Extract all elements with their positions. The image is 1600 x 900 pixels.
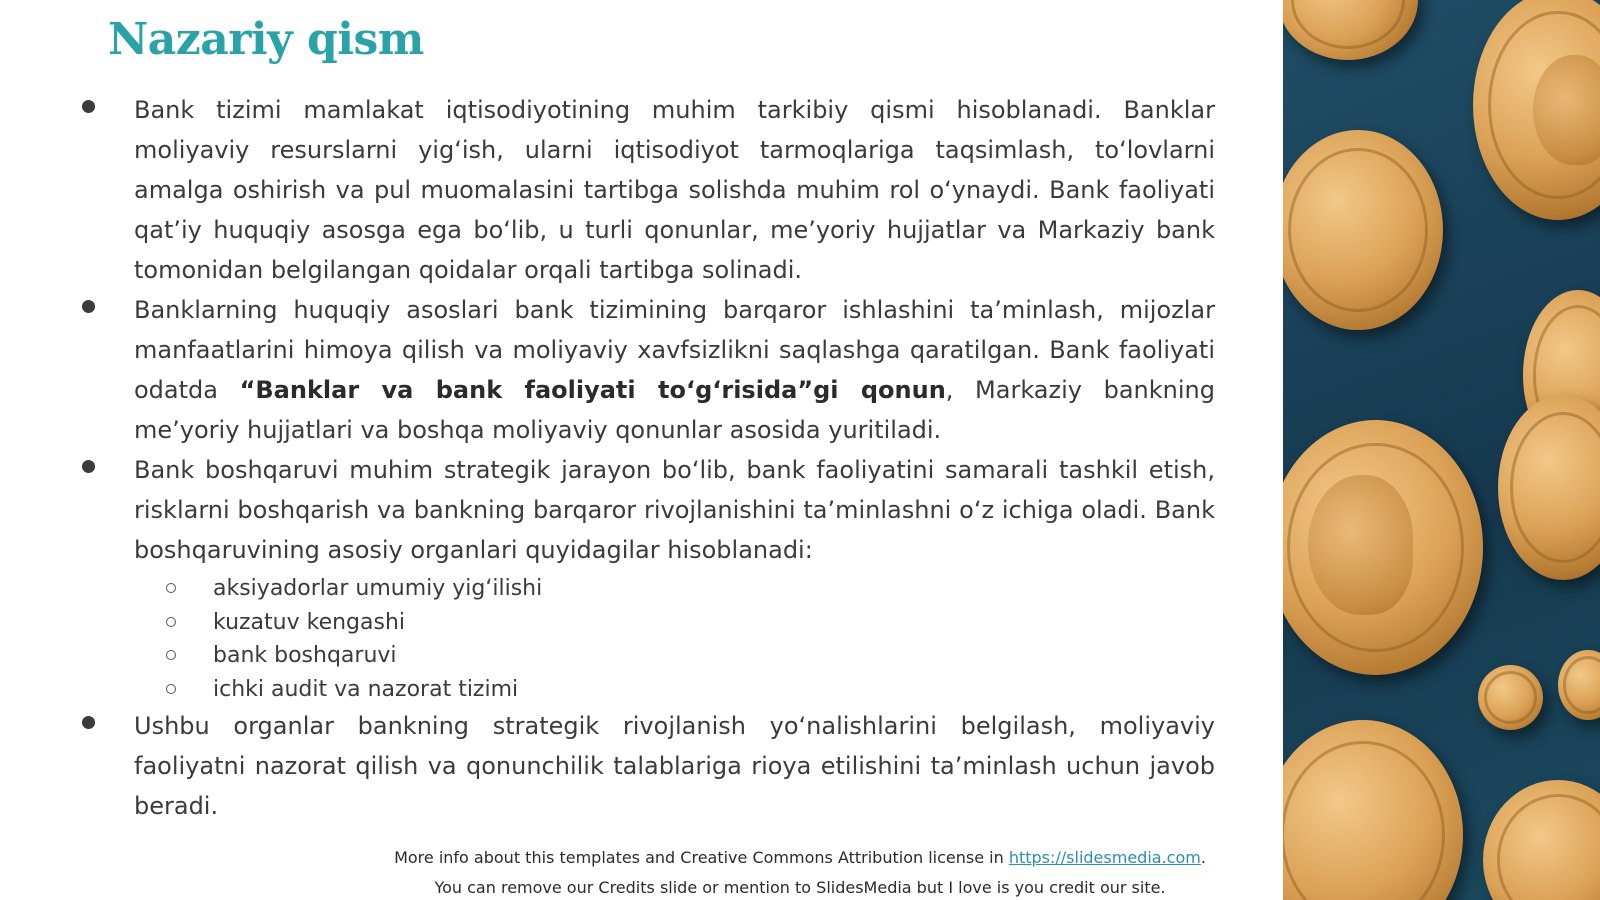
bullet-text: , Markaziy bankning me’yoriy hujjatlari va boshqa moliyaviy qonunlar asosida yuritiladi. (134, 376, 1215, 444)
sub-item-text: bank boshqaruvi (213, 643, 397, 668)
bullet-dot-icon (82, 460, 95, 473)
law-title: “Banklar va bank faoliyati to‘g‘risida”gi qonun (239, 376, 946, 404)
bullet-dot-icon (82, 300, 95, 313)
sub-item-text: aksiyadorlar umumiy yig‘ilishi (213, 576, 543, 601)
coin-icon (1478, 665, 1543, 730)
sub-item-text: ichki audit va nazorat tizimi (213, 676, 519, 702)
bullet-item (80, 450, 1215, 706)
bullet-dot-icon (82, 716, 95, 729)
bullet-text: Ushbu organlar bankning strategik rivojlanish yo‘nalishlarini belgilash, moliyaviy faoliyatni nazorat qilish va qonunchilik talablariga rioya etilishini ta’minlash uchun javob beradi. (134, 712, 1215, 820)
coin-icon (1283, 130, 1443, 330)
gold-coins-photo (1283, 0, 1600, 900)
portrait-relief-icon (1308, 475, 1413, 615)
slidesmedia-link[interactable]: https://slidesmedia.com (1008, 848, 1201, 867)
sub-list-item (134, 639, 1215, 673)
bullet-item (80, 290, 1215, 450)
hollow-circle-icon (166, 583, 176, 593)
hollow-circle-icon (166, 617, 176, 627)
coin-icon (1483, 780, 1600, 900)
hollow-circle-icon (166, 650, 176, 660)
bullet-text: Banklarning huquqiy asoslari bank tizimining barqaror ishlashini ta’minlash, mijozlar manfaatlarini himoya qilish va moliyaviy xavfsizlikni saqlashga qaratilgan. Bank faoliyati odatda (134, 296, 1215, 404)
slide-title: Nazariy qism (108, 14, 424, 65)
credits-text: More info about this templates and Creative Commons Attribution license in (394, 848, 1009, 867)
coin-icon (1283, 720, 1463, 900)
bullet-item (80, 706, 1215, 826)
bullet-dot-icon (82, 100, 95, 113)
sub-list-item (134, 572, 1215, 606)
bullet-text: Bank tizimi mamlakat iqtisodiyotining muhim tarkibiy qismi hisoblanadi. Banklar moliyaviy resurslarni yig‘ish, ularni iqtisodiyot tarmoqlariga taqsimlash, to‘lovlarni amalga oshirish va pul muomalasini tartibga solishda muhim rol o‘ynaydi. Bank faoliyati qat’iy huquqiy asosga ega bo‘lib, u turli qonunlar, me’yoriy hujjatlar va Markaziy bank tomonidan belgilangan qoidalar orqali tartibga solinadi. (134, 96, 1215, 284)
coin-icon (1558, 650, 1600, 720)
hollow-circle-icon (166, 684, 176, 694)
sub-list (134, 572, 1215, 706)
sub-list-item (134, 673, 1215, 707)
bullet-text: Bank boshqaruvi muhim strategik jarayon bo‘lib, bank faoliyatini samarali tashkil etish, risklarni boshqarish va bankning barqaror rivojlanishini ta’minlashni o‘z ichiga oladi. Bank boshqaruvining asosiy organlari quyidagilar hisoblanadi: (134, 456, 1215, 564)
sub-list-item (134, 606, 1215, 640)
coin-icon (1498, 395, 1600, 580)
coin-icon (1283, 0, 1418, 60)
credits-line-2: You can remove our Credits slide or mention to SlidesMedia but I love is you credit our site. (434, 878, 1166, 897)
credits-text: . (1200, 848, 1206, 867)
sub-item-text: kuzatuv kengashi (213, 609, 406, 635)
bullet-item (80, 90, 1215, 290)
bullet-list (80, 90, 1215, 826)
